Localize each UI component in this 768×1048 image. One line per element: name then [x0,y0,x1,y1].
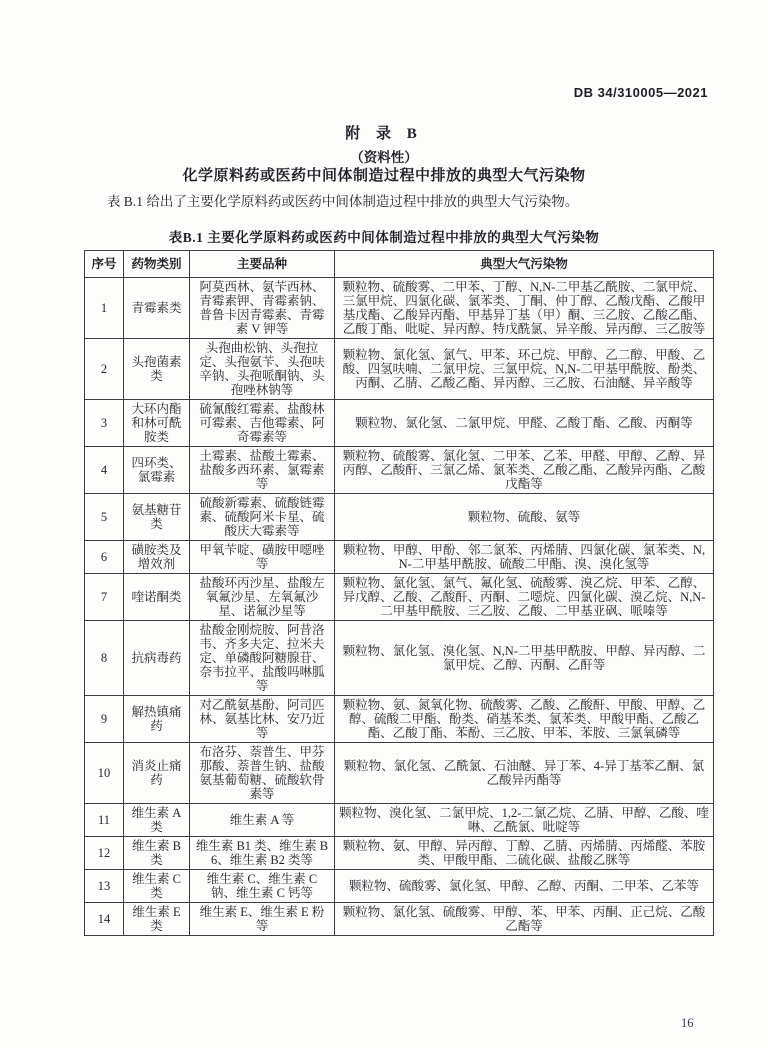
category-cell: 喹诺酮类 [124,574,190,621]
row-number-cell: 8 [85,621,124,696]
table-caption: 表B.1 主要化学原料药或医药中间体制造过程中排放的典型大气污染物 [168,230,600,245]
varieties-cell: 盐酸环丙沙星、盐酸左氧氟沙星、左氧氟沙星、诺氟沙星等 [190,574,335,621]
row-number-cell: 3 [85,400,124,447]
pollutants-cell: 颗粒物、氯化氢、溴化氢、N,N-二甲基甲酰胺、甲醇、异丙醇、二氯甲烷、乙醇、丙酮、乙酐等 [335,621,714,696]
row-number-cell: 12 [85,837,124,870]
row-number-cell: 9 [85,696,124,743]
table-row [85,870,714,903]
category-cell: 青霉素类 [124,278,190,339]
table-row [85,804,714,837]
header-col-no: 序号 [85,251,124,278]
doc-number: DB 34/310005—2021 [573,85,708,100]
varieties-cell: 硫氰酸红霉素、盐酸林可霉素、吉他霉素、阿奇霉素等 [190,400,335,447]
header-col-pollutants: 典型大气污染物 [335,251,714,278]
header-col-varieties: 主要品种 [190,251,335,278]
header-col-category: 药物类别 [124,251,190,278]
varieties-cell: 布洛芬、萘普生、甲芬那酸、萘普生钠、盐酸氨基葡萄糖、硫酸软骨素等 [190,743,335,804]
varieties-cell: 甲氧苄啶、磺胺甲噁唑等 [190,541,335,574]
table-row [85,541,714,574]
varieties-cell: 维生素 E、维生素 E 粉等 [190,903,335,936]
varieties-cell: 阿莫西林、氨苄西林、青霉素钾、青霉素钠、普鲁卡因青霉素、青霉素 V 钾等 [190,278,335,339]
pollutants-cell: 颗粒物、硫酸雾、氯化氢、甲醇、乙醇、丙酮、二甲苯、乙苯等 [335,870,714,903]
table-row [85,400,714,447]
table-row [85,447,714,494]
category-cell: 抗病毒药 [124,621,190,696]
intro-paragraph: 表 B.1 给出了主要化学原料药或医药中间体制造过程中排放的典型大气污染物。 [106,194,579,209]
pollutant-table [84,250,714,936]
appendix-subtitle: （资料性） [350,150,418,165]
varieties-cell: 头孢曲松钠、头孢拉定、头孢氨苄、头孢呋辛钠、头孢哌酮钠、头孢唑林钠等 [190,339,335,400]
pollutants-cell: 颗粒物、硫酸、氨等 [335,494,714,541]
category-cell: 头孢菌素类 [124,339,190,400]
row-number-cell: 1 [85,278,124,339]
table-row [85,574,714,621]
varieties-cell: 硫酸新霉素、硫酸链霉素、硫酸阿米卡星、硫酸庆大霉素等 [190,494,335,541]
varieties-cell: 维生素 B1 类、维生素 B6、维生素 B2 类等 [190,837,335,870]
appendix-title: 附 录 B [345,126,423,142]
row-number-cell: 6 [85,541,124,574]
varieties-cell: 对乙酰氨基酚、阿司匹林、氨基比林、安乃近等 [190,696,335,743]
row-number-cell: 2 [85,339,124,400]
category-cell: 氨基糖苷类 [124,494,190,541]
varieties-cell: 土霉素、盐酸土霉素、盐酸多西环素、氯霉素等 [190,447,335,494]
pollutants-cell: 颗粒物、氯化氢、氯气、甲苯、环己烷、甲醇、乙二醇、甲酸、乙酸、四氢呋喃、二氯甲烷、三氯甲烷、N,N-二甲基甲酰胺、酚类、丙酮、乙腈、乙酸乙酯、异丙醇、三乙胺、石油醚、异辛酸等 [335,339,714,400]
table-row [85,837,714,870]
pollutants-cell: 颗粒物、溴化氢、二氯甲烷、1,2-二氯乙烷、乙腈、甲醇、乙酸、喹啉、乙酰氯、吡啶等 [335,804,714,837]
pollutants-cell: 颗粒物、硫酸雾、氯化氢、二甲苯、乙苯、甲醛、甲醇、乙醇、异丙醇、乙酸酐、三氯乙烯、氯苯类、乙酸乙酯、乙酸异丙酯、乙酸戊酯等 [335,447,714,494]
row-number-cell: 7 [85,574,124,621]
row-number-cell: 5 [85,494,124,541]
appendix-heading: 化学原料药或医药中间体制造过程中排放的典型大气污染物 [182,168,586,184]
pollutants-cell: 颗粒物、氯化氢、二氯甲烷、甲醛、乙酸丁酯、乙酸、丙酮等 [335,400,714,447]
pollutants-cell: 颗粒物、氨、氮氧化物、硫酸雾、乙酸、乙酸酐、甲酸、甲醇、乙醇、硫酸二甲酯、酚类、硝基苯类、氯苯类、甲酸甲酯、乙酸乙酯、乙酸丁酯、苯酚、三乙胺、甲苯、苯胺、三氯氧磷等 [335,696,714,743]
table-row [85,621,714,696]
table-row [85,494,714,541]
varieties-cell: 维生素 C、维生素 C 钠、维生素 C 钙等 [190,870,335,903]
category-cell: 维生素 C 类 [124,870,190,903]
row-number-cell: 13 [85,870,124,903]
category-cell: 消炎止痛药 [124,743,190,804]
row-number-cell: 14 [85,903,124,936]
table-row [85,339,714,400]
category-cell: 维生素 B 类 [124,837,190,870]
table-row [85,278,714,339]
pollutants-cell: 颗粒物、甲醇、甲酚、邻二氯苯、丙烯腈、四氯化碳、氯苯类、N,N-二甲基甲酰胺、硫酸二甲酯、溴、溴化氢等 [335,541,714,574]
table-header-row [85,251,714,278]
category-cell: 大环内酯和林可酰胺类 [124,400,190,447]
table-row [85,743,714,804]
category-cell: 维生素 E 类 [124,903,190,936]
row-number-cell: 4 [85,447,124,494]
pollutants-cell: 颗粒物、氯化氢、乙酰氯、石油醚、异丁苯、4-异丁基苯乙酮、氯乙酸异丙酯等 [335,743,714,804]
category-cell: 解热镇痛药 [124,696,190,743]
pollutants-cell: 颗粒物、氯化氢、氯气、氟化氢、硫酸雾、溴乙烷、甲苯、乙醇、异戊醇、乙酸、乙酸酐、丙酮、二噁烷、四氯化碳、溴乙烷、N,N-二甲基甲酰胺、三乙胺、乙酸、二甲基亚砜、哌嗪等 [335,574,714,621]
category-cell: 磺胺类及增效剂 [124,541,190,574]
category-cell: 四环类、氯霉素 [124,447,190,494]
pollutants-cell: 颗粒物、氯化氢、硫酸雾、甲醇、苯、甲苯、丙酮、正己烷、乙酸乙酯等 [335,903,714,936]
page-number: 16 [681,1016,694,1030]
table-row [85,903,714,936]
pollutants-cell: 颗粒物、氨、甲醇、异丙醇、丁醇、乙腈、丙烯腈、丙烯醛、苯胺类、甲酸甲酯、二硫化碳、盐酸乙脒等 [335,837,714,870]
table-row [85,696,714,743]
varieties-cell: 维生素 A 等 [190,804,335,837]
row-number-cell: 10 [85,743,124,804]
row-number-cell: 11 [85,804,124,837]
pollutants-cell: 颗粒物、硫酸雾、二甲苯、丁醇、N,N-二甲基乙酰胺、二氯甲烷、三氯甲烷、四氯化碳、氯苯类、丁酮、仲丁醇、乙酸戊酯、乙酸甲基戊酯、乙酸异丙酯、甲基异丁基（甲）酮、三乙胺、乙酸乙酯、乙酸丁酯、吡啶、异丙醇、特戊酰氯、异辛酸、异丙醇、三乙胺等 [335,278,714,339]
varieties-cell: 盐酸金刚烷胺、阿昔洛韦、齐多夫定、拉米夫定、单磷酸阿糖腺苷、奈韦拉平、盐酸吗啉胍等 [190,621,335,696]
category-cell: 维生素 A 类 [124,804,190,837]
